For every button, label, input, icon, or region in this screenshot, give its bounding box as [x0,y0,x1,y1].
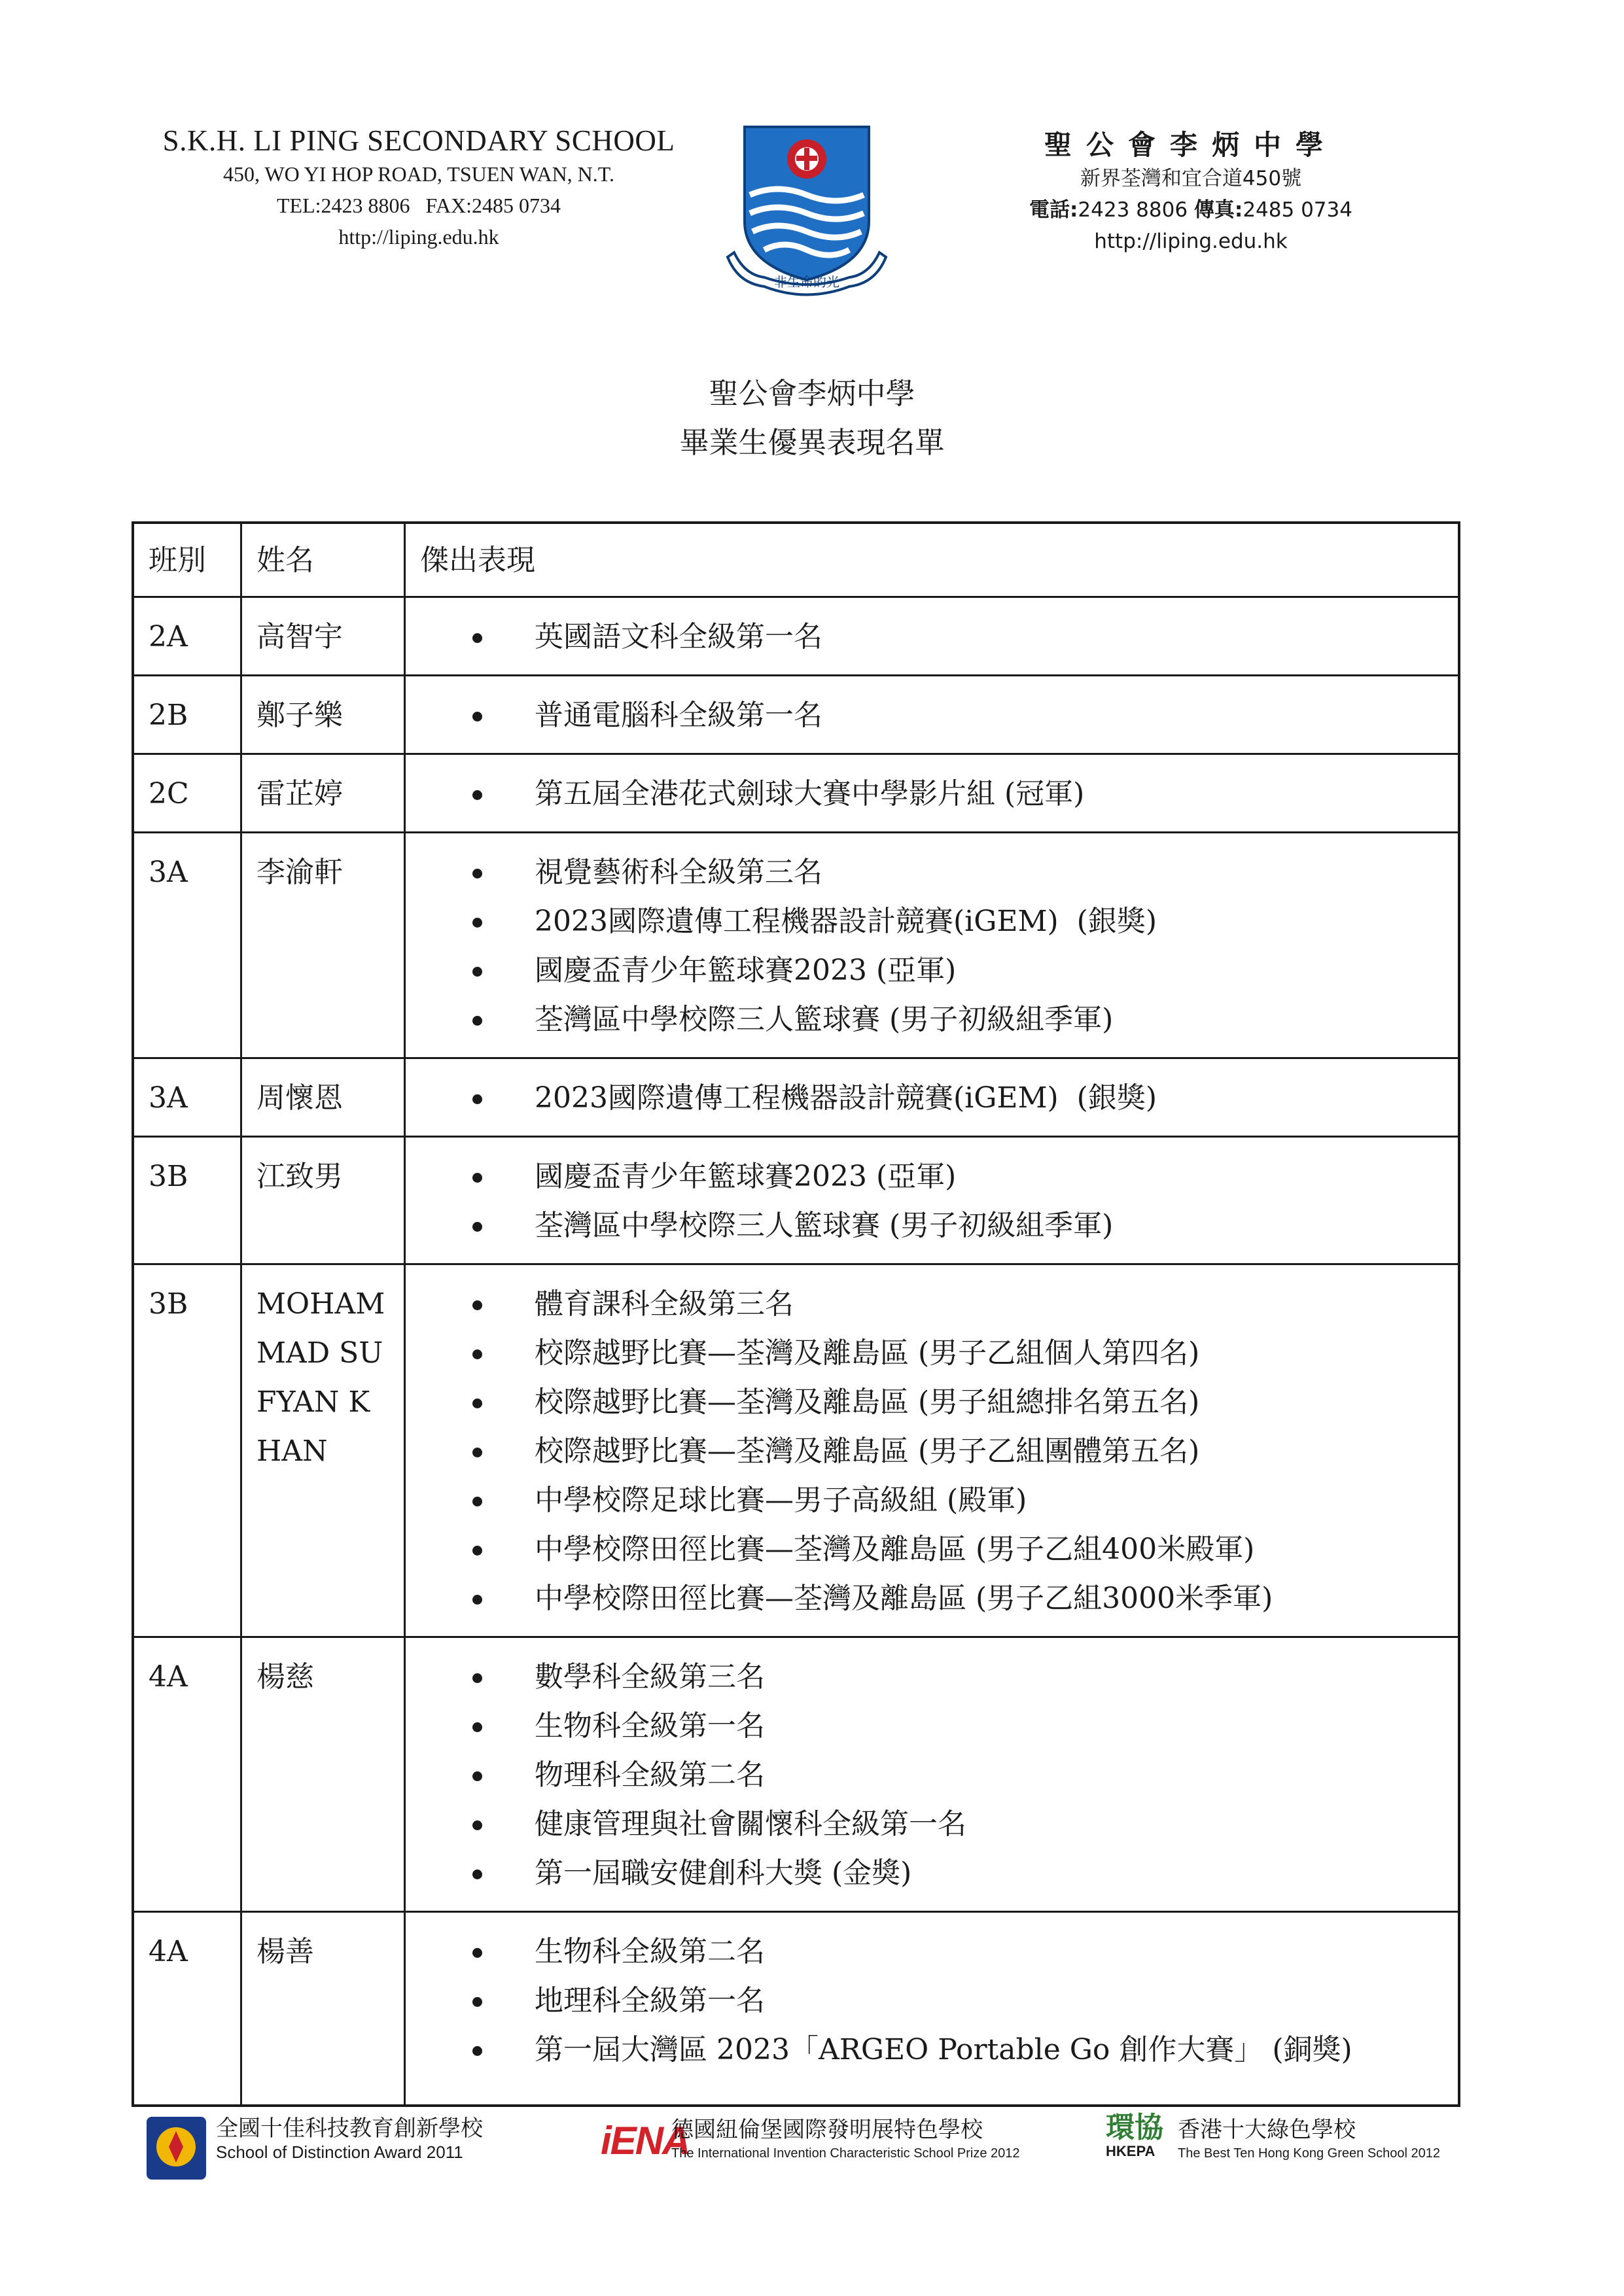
crest-motto: 非生命的光 [774,274,839,290]
achievements-cell [406,1265,1458,1638]
achievement-item: 國慶盃青少年籃球賽2023 (亞軍) [472,946,1458,995]
achievement-list [420,691,1458,740]
tel-label-zh: 電話: [1029,198,1078,222]
achievements-cell [406,755,1458,833]
achievement-item: 生物科全級第一名 [472,1701,1458,1750]
achievement-item: 中學校際田徑比賽—荃灣及離島區 (男子乙組3000米季軍) [472,1574,1458,1623]
achievement-list [420,1152,1458,1250]
achievement-item: 健康管理與社會關懷科全級第一名 [472,1800,1458,1849]
achievement-item: 荃灣區中學校際三人籃球賽 (男子初級組季軍) [472,1201,1458,1250]
achievement-item: 英國語文科全級第一名 [472,612,1458,661]
header-class: 班別 [134,524,242,598]
website-zh: http://liping.edu.hk [1094,229,1288,253]
achievement-item: 數學科全級第三名 [472,1652,1458,1701]
student-name-cell: 高智宇 [242,598,406,676]
address-zh: 新界荃灣和宜合道450號 [1080,166,1302,190]
achievement-list [420,1652,1458,1898]
student-name-cell: 雷芷婷 [242,755,406,833]
award3-en: The Best Ten Hong Kong Green School 2012 [1178,2146,1441,2161]
achievement-list [420,769,1458,818]
class-cell: 3A [134,1059,242,1138]
achievement-item: 校際越野比賽—荃灣及離島區 (男子組總排名第五名) [472,1378,1458,1427]
student-name-cell: 李渝軒 [242,833,406,1059]
achievement-item: 荃灣區中學校際三人籃球賽 (男子初級組季軍) [472,995,1458,1044]
achievements-cell [406,1059,1458,1138]
letterhead-chinese [968,128,1413,257]
class-cell: 2A [134,598,242,676]
achievements-cell [406,833,1458,1059]
achievement-list [420,1927,1458,2074]
distinction-award-icon [145,2115,207,2181]
tel-zh: 2423 8806 [1078,198,1188,222]
achievement-item: 地理科全級第一名 [472,1976,1458,2025]
achievement-list [420,848,1458,1044]
achievement-table [132,521,1460,2107]
class-cell: 3A [134,833,242,1059]
class-cell: 2C [134,755,242,833]
footer-award-1 [145,2113,538,2185]
achievement-item: 體育課科全級第三名 [472,1279,1458,1329]
achievement-item: 普通電腦科全級第一名 [472,691,1458,740]
achievement-item: 第一屆大灣區 2023「ARGEO Portable Go 創作大賽」 (銅獎) [472,2025,1458,2074]
achievement-item: 校際越野比賽—荃灣及離島區 (男子乙組團體第五名) [472,1427,1458,1476]
award1-zh: 全國十佳科技教育創新學校 [216,2115,483,2142]
achievement-item: 2023國際遺傳工程機器設計競賽(iGEM) (銀獎) [472,1073,1458,1122]
address-en: 450, WO YI HOP ROAD, TSUEN WAN, N.T. [223,162,614,186]
achievements-cell [406,1138,1458,1265]
achievement-item: 中學校際田徑比賽—荃灣及離島區 (男子乙組400米殿軍) [472,1525,1458,1574]
school-name-en: S.K.H. LI PING SECONDARY SCHOOL [162,124,675,157]
achievement-list [420,612,1458,661]
document-title: 聖公會李炳中學 [709,376,915,411]
achievement-item: 物理科全級第二名 [472,1750,1458,1800]
iena-logo: iENA [601,2119,690,2163]
award3-zh: 香港十大綠色學校 [1178,2117,1356,2143]
class-cell: 3B [134,1138,242,1265]
student-name-cell: MOHAM MAD SU FYAN K HAN [242,1265,406,1638]
achievement-item: 視覺藝術科全級第三名 [472,848,1458,897]
school-name-zh: 聖公會李炳中學 [1044,129,1337,161]
achievement-item: 校際越野比賽—荃灣及離島區 (男子乙組個人第四名) [472,1329,1458,1378]
achievement-item: 第一屆職安健創科大獎 (金獎) [472,1849,1458,1898]
class-cell: 4A [134,1913,242,2104]
achievement-item: 生物科全級第二名 [472,1927,1458,1976]
contact-zh [968,194,1413,226]
student-name-cell: 楊慈 [242,1638,406,1913]
hkepa-logo-text: 環協 [1106,2111,1163,2144]
award2-en: The International Invention Characteristic School Prize 2012 [671,2146,1020,2161]
achievements-cell [406,598,1458,676]
school-crest-logo [725,123,889,300]
award2-zh: 德國紐倫堡國際發明展特色學校 [671,2117,983,2143]
achievement-item: 國慶盃青少年籃球賽2023 (亞軍) [472,1152,1458,1201]
award1-en: School of Distinction Award 2011 [216,2142,463,2162]
student-name-cell: 楊善 [242,1913,406,2104]
achievement-list [420,1073,1458,1122]
student-name-cell: 江致男 [242,1138,406,1265]
class-cell: 4A [134,1638,242,1913]
fax-zh: 2485 0734 [1243,198,1352,222]
achievement-item: 第五屆全港花式劍球大賽中學影片組 (冠軍) [472,769,1458,818]
achievements-cell [406,1638,1458,1913]
letterhead-english [118,123,720,252]
achievement-list [420,1279,1458,1623]
achievements-cell [406,676,1458,755]
hkepa-logo-label: HKEPA [1106,2143,1156,2159]
hkepa-logo [1106,2113,1171,2185]
achievement-item: 2023國際遺傳工程機器設計競賽(iGEM) (銀獎) [472,897,1458,946]
achievements-cell [406,1913,1458,2104]
achievement-item: 中學校際足球比賽—男子高級組 (殿軍) [472,1476,1458,1525]
header-name: 姓名 [242,524,406,598]
document-subtitle: 畢業生優異表現名單 [679,425,945,460]
header-achievements: 傑出表現 [406,524,1458,598]
fax-label-zh: 傳真: [1193,198,1243,222]
class-cell: 3B [134,1265,242,1638]
student-name-cell: 鄭子樂 [242,676,406,755]
student-name-cell: 周懷恩 [242,1059,406,1138]
class-cell: 2B [134,676,242,755]
website-en: http://liping.edu.hk [338,225,499,249]
footer-award-2 [601,2113,1072,2185]
footer-award-3 [1106,2113,1498,2185]
contact-en: TEL:2423 8806 FAX:2485 0734 [276,194,561,217]
